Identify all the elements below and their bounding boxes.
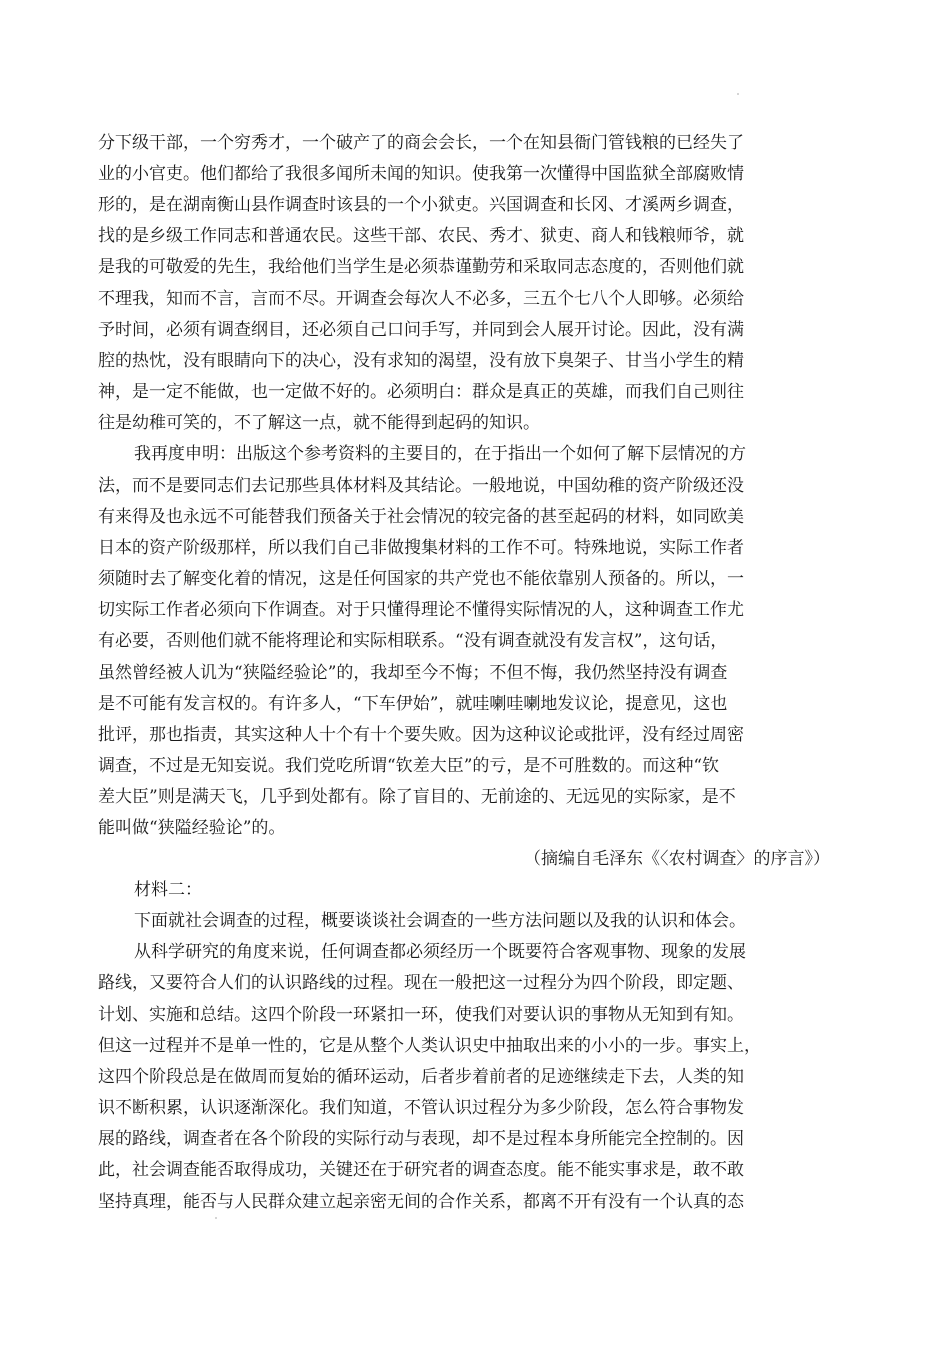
- text-line: 业的小官吏。他们都给了我很多闻所未闻的知识。使我第一次懂得中国监狱全部腐败情: [98, 164, 744, 184]
- text-line: 须随时去了解变化着的情况，这是任何国家的共产党也不能依靠别人预备的。所以，一: [98, 569, 744, 589]
- text-line: 法，而不是要同志们去记那些具体材料及其结论。一般地说，中国幼稚的资产阶级还没: [98, 476, 744, 496]
- text-line: 予时间，必须有调查纲目，还必须自己口问手写，并同到会人展开讨论。因此，没有满: [98, 320, 744, 340]
- text-line: 神，是一定不能做，也一定做不好的。必须明白：群众是真正的英雄，而我们自己则往: [98, 382, 744, 402]
- text-line: 调查，不过是无知妄说。我们党吃所谓“钦差大臣”的亏，是不可胜数的。而这种“钦: [98, 756, 720, 776]
- paragraph-first-line: 从科学研究的角度来说，任何调查都必须经历一个既要符合客观事物、现象的发展: [134, 942, 746, 962]
- text-line: 找的是乡级工作同志和普通农民。这些干部、农民、秀才、狱吏、商人和钱粮师爷，就: [98, 226, 744, 246]
- text-line: 分下级干部，一个穷秀才，一个破产了的商会会长，一个在知县衙门管钱粮的已经失了: [98, 133, 744, 153]
- section-heading: 材料二：: [134, 880, 202, 900]
- text-line: 能叫做“狭隘经验论”的。: [98, 818, 286, 838]
- text-line: 有必要，否则他们就不能将理论和实际相联系。“没有调查就没有发言权”，这句话，: [98, 631, 728, 651]
- text-line: 形的，是在湖南衡山县作调查时该县的一个小狱吏。兴国调查和长冈、才溪两乡调查，: [98, 195, 744, 215]
- text-line: 是不可能有发言权的。有许多人，“下车伊始”，就哇喇哇喇地发议论，提意见，这也: [98, 694, 728, 714]
- text-line: 这四个阶段总是在做周而复始的循环运动，后者步着前者的足迹继续走下去，人类的知: [98, 1067, 744, 1087]
- source-citation: （摘编自毛泽东《〈农村调查〉的序言》）: [524, 849, 830, 869]
- text-line: 但这一过程并不是单一性的，它是从整个人类认识史中抽取出来的小小的一步。事实上，: [98, 1036, 761, 1056]
- text-line: 差大臣”则是满天飞，几乎到处都有。除了盲目的、无前途的、无远见的实际家，是不: [98, 787, 736, 807]
- text-line: 此，社会调查能否取得成功，关键还在于研究者的调查态度。能不能实事求是，敢不敢: [98, 1160, 744, 1180]
- scan-speck: [215, 1217, 217, 1219]
- text-line: 有来得及也永远不可能替我们预备关于社会情况的较完备的甚至起码的材料，如同欧美: [98, 507, 744, 527]
- paragraph-first-line: 我再度申明：出版这个参考资料的主要目的，在于指出一个如何了解下层情况的方: [134, 444, 746, 464]
- text-line: 批评，那也指责，其实这种人十个有十个要失败。因为这种议论或批评，没有经过周密: [98, 725, 744, 745]
- text-line: 路线，又要符合人们的认识路线的过程。现在一般把这一过程分为四个阶段，即定题、: [98, 973, 744, 993]
- text-line: 往是幼稚可笑的，不了解这一点，就不能得到起码的知识。: [98, 413, 540, 433]
- text-line: 展的路线，调查者在各个阶段的实际行动与表现，却不是过程本身所能完全控制的。因: [98, 1129, 744, 1149]
- scan-speck: [737, 93, 739, 95]
- text-line: 切实际工作者必须向下作调查。对于只懂得理论不懂得实际情况的人，这种调查工作尤: [98, 600, 744, 620]
- paragraph-first-line: 下面就社会调查的过程，概要谈谈社会调查的一些方法问题以及我的认识和体会。: [134, 911, 746, 931]
- text-line: 识不断积累，认识逐渐深化。我们知道，不管认识过程分为多少阶段，怎么符合事物发: [98, 1098, 744, 1118]
- text-line: 日本的资产阶级那样，所以我们自己非做搜集材料的工作不可。特殊地说，实际工作者: [98, 538, 744, 558]
- text-line: 坚持真理，能否与人民群众建立起亲密无间的合作关系，都离不开有没有一个认真的态: [98, 1192, 744, 1212]
- text-line: 不理我，知而不言，言而不尽。开调查会每次人不必多，三五个七八个人即够。必须给: [98, 289, 744, 309]
- text-line: 虽然曾经被人讥为“狭隘经验论”的，我却至今不悔；不但不悔，我仍然坚持没有调查: [98, 663, 728, 683]
- text-line: 腔的热忱，没有眼睛向下的决心，没有求知的渴望，没有放下臭架子、甘当小学生的精: [98, 351, 744, 371]
- text-line: 是我的可敬爱的先生，我给他们当学生是必须恭谨勤劳和采取同志态度的，否则他们就: [98, 257, 744, 277]
- text-line: 计划、实施和总结。这四个阶段一环紧扣一环，使我们对要认识的事物从无知到有知。: [98, 1005, 744, 1025]
